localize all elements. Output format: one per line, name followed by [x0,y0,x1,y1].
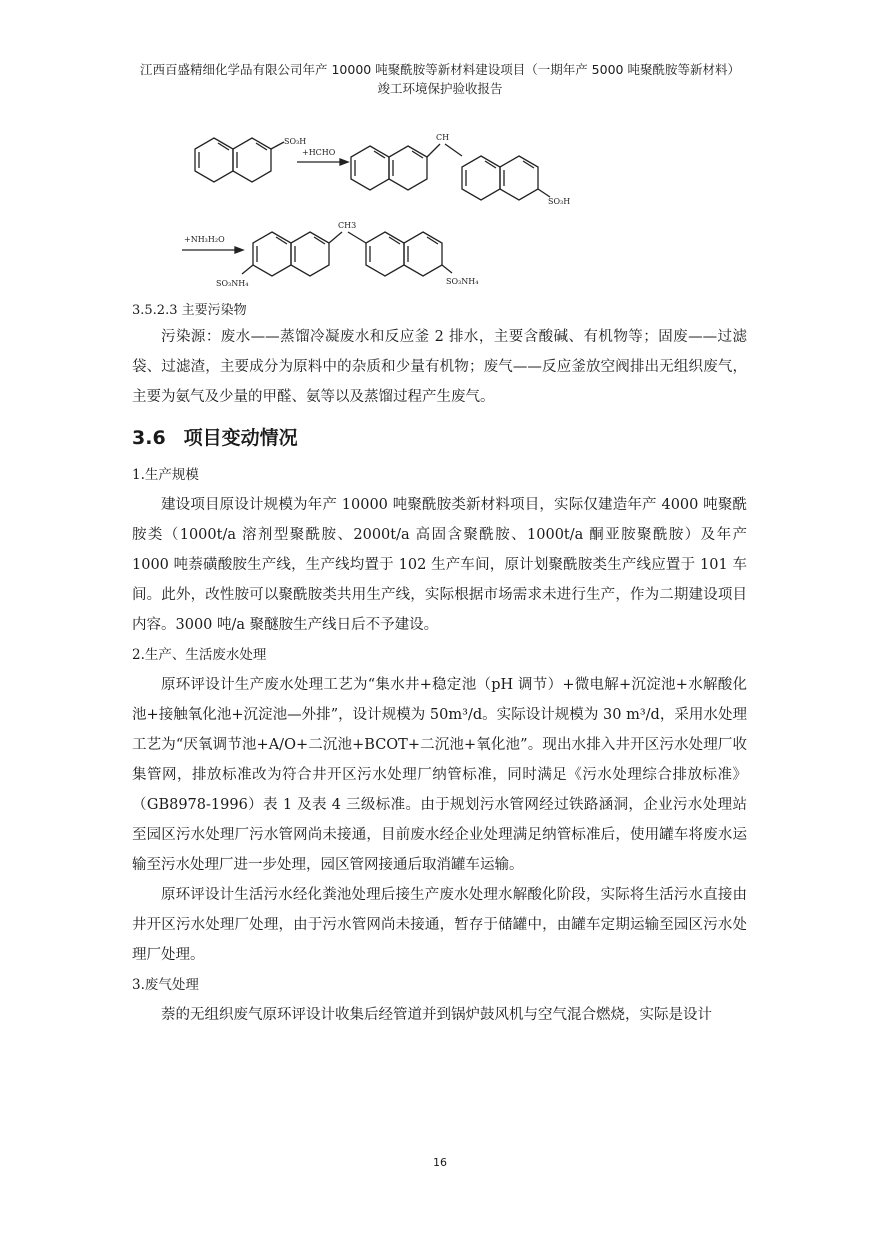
reagent-hcho: +HCHO [302,148,336,157]
paragraph-domestic-wastewater: 原环评设计生活污水经化粪池处理后接生产废水处理水解酸化阶段，实际将生活污水直接由井开区污水处理厂处理，由于污水管网尚未接通，暂存于储罐中，由罐车定期运输至园区污水处理厂处理。 [132,887,747,963]
subsection-title: 主要污染物 [181,303,247,318]
label-ch3: CH3 [338,221,357,230]
section-heading [132,422,747,454]
item-heading-wastewater: 2.生产、生活废水处理 [132,647,267,663]
naphthalene-ring [195,138,284,182]
paragraph-waste-gas: 萘的无组织废气原环评设计收集后经管道并到锅炉鼓风机与空气混合燃烧，实际是设计 [161,1007,712,1023]
subsection-heading [132,300,747,322]
page-number: 16 [433,1156,447,1169]
paragraph-production-wastewater: 原环评设计生产废水处理工艺为“集水井+稳定池（pH 调节）+微电解+沉淀池+水解酸化池+接触氧化池+沉淀池—外排”，设计规模为 50m³/d。实际设计规模为 30 m³/d，采用水处理工艺为“厌氧调节池+A/O+二沉池+BCOT+二沉池+氧化池”。现出水排入井开区污水处理厂收集管网，排放标准改为符合井开区污水处理厂纳管标准，同时满足《污水处理综合排放标准》（GB8978-1996）表 1 及表 4 三级标准。由于规划污水管网经过铁路涵洞，企业污水处理站至园区污水处理厂污水管网尚未接通，目前废水经企业处理满足纳管标准后，使用罐车将废水运输至污水处理厂进一步处理，园区管网接通后取消罐车运输。 [132,677,747,873]
header-title-line1: 江西百盛精细化学品有限公司年产 10000 吨聚酰胺等新材料建设项目（一期年产 5000 吨聚酰胺等新材料） [140,62,740,77]
section-title: 项目变动情况 [183,427,298,449]
paragraph-production-scale: 建设项目原设计规模为年产 10000 吨聚酰胺类新材料项目，实际仅建造年产 4000 吨聚酰胺类（1000t/a 溶剂型聚酰胺、2000t/a 高固含聚酰胺、1000t/a 酮亚胺聚酰胺）及年产 1000 吨萘磺酸胺生产线，生产线均置于 102 生产车间，原计划聚酰胺类生产线应置于 101 车间。此外，改性胺可以聚酰胺类共用生产线，实际根据市场需求未进行生产，作为二期建设项目内容。3000 吨/a 聚醚胺生产线日后不予建设。 [132,497,747,633]
label-so3h-1: SO₃H [284,137,307,146]
label-so3nh4-1: SO₃NH₄ [216,279,249,288]
methylene-dinaphthalene [351,144,550,200]
page-header [0,60,880,98]
reagent-ammonia: +NH₃H₂O [184,235,225,244]
ammonium-sulfonate-product [242,232,452,276]
label-ch: CH [436,133,450,142]
item-heading-waste-gas: 3.废气处理 [132,977,199,993]
header-title-line2: 竣工环境保护验收报告 [377,81,503,96]
reaction-scheme [180,122,740,297]
label-so3h-2: SO₃H [548,197,571,206]
pollution-paragraph: 污染源：废水——蒸馏冷凝废水和反应釜 2 排水，主要含酸碱、有机物等；固废——过滤袋、过滤渣，主要成分为原料中的杂质和少量有机物；废气——反应釜放空阀排出无组织废气，主要为氨气及少量的甲醛、氨等以及蒸馏过程产生废气。 [132,329,747,405]
item-heading-production-scale: 1.生产规模 [132,467,199,483]
section-number: 3.6 [132,427,166,449]
subsection-number: 3.5.2.3 [132,303,178,318]
label-so3nh4-2: SO₃NH₄ [446,277,479,286]
document-body [132,300,747,1030]
